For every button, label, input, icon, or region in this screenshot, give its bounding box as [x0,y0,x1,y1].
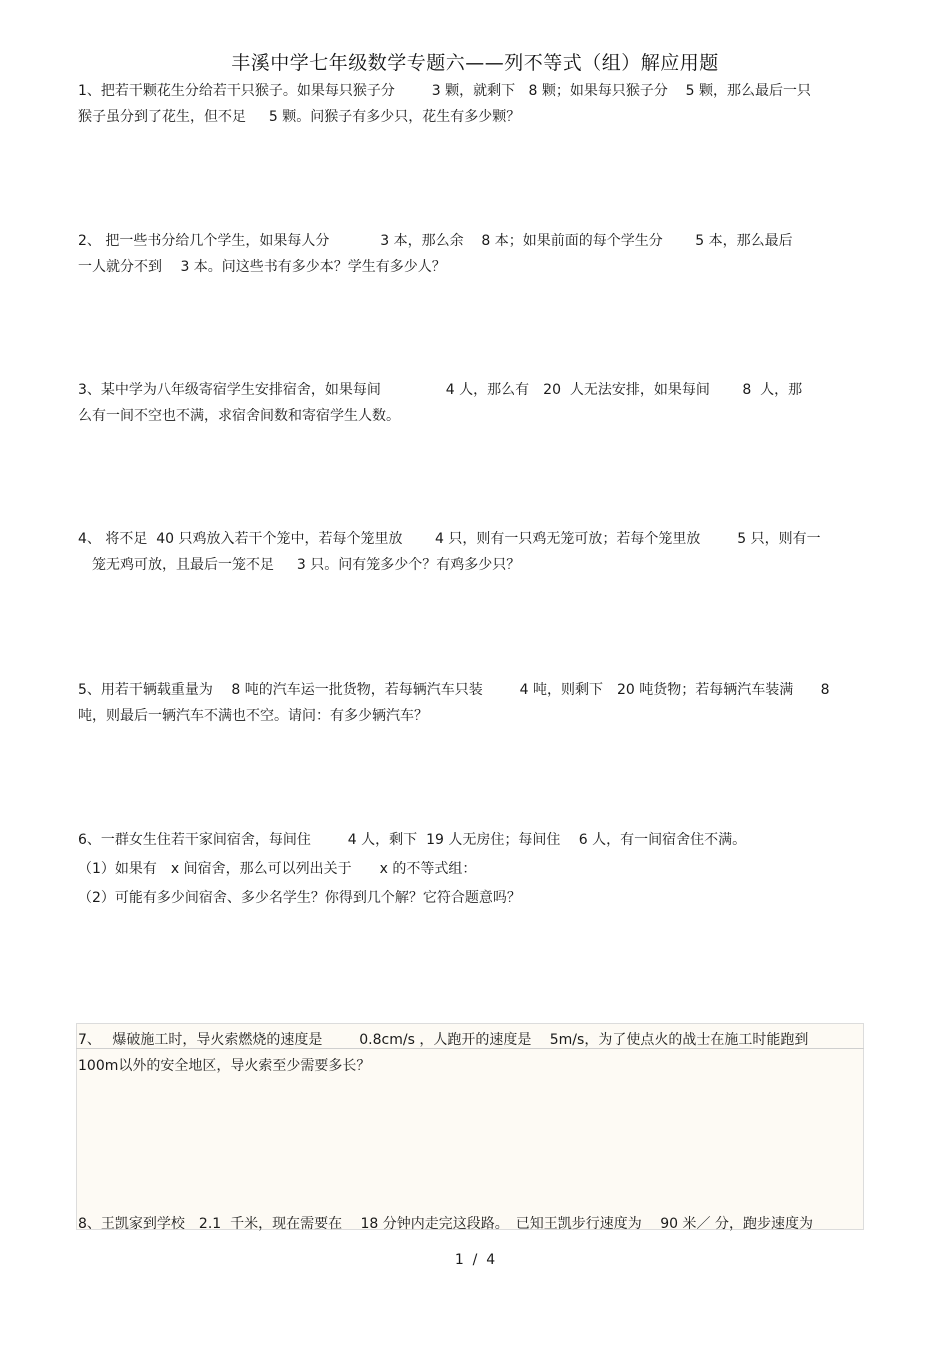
question-5-line-1: 5、用若干辆载重量为 8 吨的汽车运一批货物，若每辆汽车只装 4 吨，则剩下 20 吨货物；若每辆汽车装满 8 [78,682,830,698]
question-6-part-2: （2）可能有多少间宿舍、多少名学生？你得到几个解？它符合题意吗？ [78,890,521,906]
question-4-line-1: 4、 将不足 40 只鸡放入若干个笼中，若每个笼里放 4 只，则有一只鸡无笼可放；若每个笼里放 5 只，则有一 [78,531,821,547]
question-2-line-2: 一人就分不到 3 本。问这些书有多少本？学生有多少人？ [78,259,446,275]
question-5-line-2: 吨，则最后一辆汽车不满也不空。请问：有多少辆汽车？ [78,708,428,724]
question-3-line-2: 么有一间不空也不满，求宿舍间数和寄宿学生人数。 [78,408,400,424]
question-2-line-1: 2、 把一些书分给几个学生，如果每人分 3 本，那么余 8 本；如果前面的每个学生分 5 本，那么最后 [78,233,793,249]
question-1-line-1: 1、把若干颗花生分给若干只猴子。如果每只猴子分 3 颗，就剩下 8 颗；如果每只猴子分 5 颗，那么最后一只 [78,83,812,99]
question-8-line-1: 8、王凯家到学校 2.1 千米，现在需要在 18 分钟内走完这段路。 已知王凯步行速度为 90 米／ 分，跑步速度为 [78,1216,813,1232]
question-1-line-2: 猴子虽分到了花生，但不足 5 颗。问猴子有多少只，花生有多少颗？ [78,109,521,125]
question-7-line-1: 7、 爆破施工时，导火索燃烧的速度是 0.8cm/s ，人跑开的速度是 5m/s，为了使点火的战士在施工时能跑到 [78,1032,809,1048]
question-6-part-1: （1）如果有 x 间宿舍，那么可以列出关于 x 的不等式组： [78,861,477,877]
question-3-line-1: 3、某中学为八年级寄宿学生安排宿舍，如果每间 4 人，那么有 20 人无法安排，如果每间 8 人，那 [78,382,803,398]
question-4-line-2: 笼无鸡可放，且最后一笼不足 3 只。问有笼多少个？有鸡多少只？ [78,557,521,573]
page-title: 丰溪中学七年级数学专题六——列不等式（组）解应用题 [231,52,719,74]
question-7-line-2: 100m以外的安全地区，导火索至少需要多长？ [78,1058,371,1074]
question-6-line-1: 6、一群女生住若干家间宿舍，每间住 4 人，剩下 19 人无房住；每间住 6 人，有一间宿舍住不满。 [78,832,747,848]
page-number: 1 / 4 [454,1252,496,1268]
